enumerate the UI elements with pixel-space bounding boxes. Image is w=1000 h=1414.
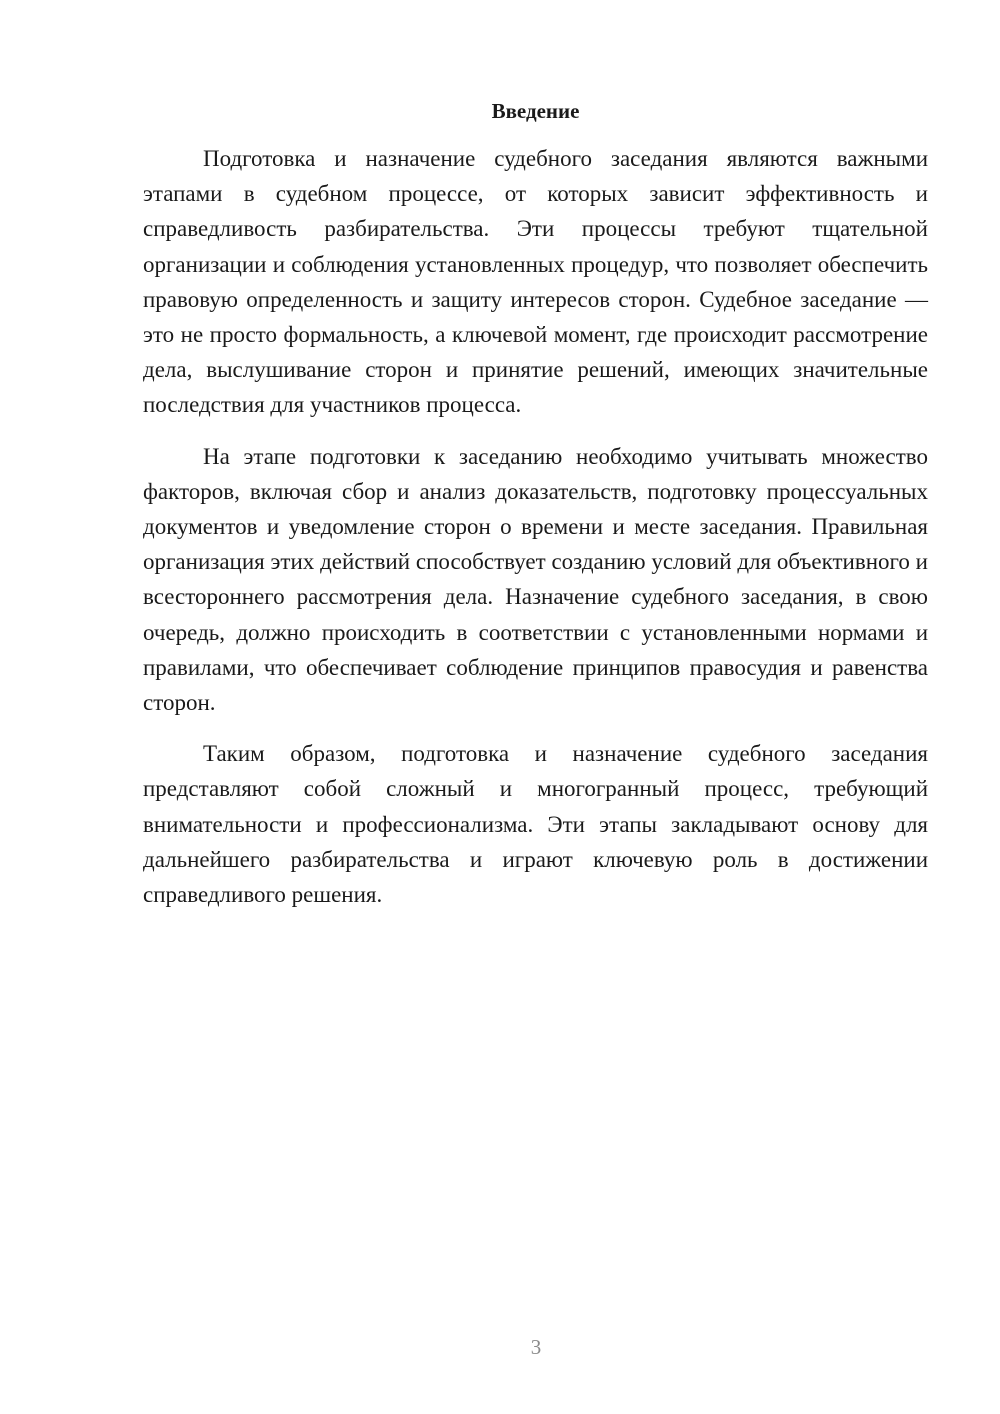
page-number: 3 [530,1335,542,1359]
paragraph-3: Таким образом, подготовка и назначение судебного заседания представляют собой сложный и многогранный процесс, требующий внимательности и профессионализма. Эти этапы закладывают основу для дальнейшего разбирательства и играют ключевую роль в достижении справедливого решения. [143,741,928,908]
body-text [143,141,928,912]
section-title: Введение [491,99,580,123]
paragraph-1: Подготовка и назначение судебного заседания являются важными этапами в судебном процессе, от которых зависит эффективность и справедливость разбирательства. Эти процессы требуют тщательной организации и соблюдения установленных процедур, что позволяет обеспечить правовую определенность и защиту интересов сторон. Судебное заседание — это не просто формальность, а ключевой момент, где происходит рассмотрение дела, выслушивание сторон и принятие решений, имеющих значительные последствия для участников процесса. [143,146,928,418]
paragraph-2: На этапе подготовки к заседанию необходимо учитывать множество факторов, включая сбор и анализ доказательств, подготовку процессуальных документов и уведомление сторон о времени и месте заседания. Правильная организация этих действий способствует созданию условий для объективного и всестороннего рассмотрения дела. Назначение судебного заседания, в свою очередь, должно происходить в соответствии с установленными нормами и правилами, что обеспечивает соблюдение принципов правосудия и равенства сторон. [143,443,928,716]
